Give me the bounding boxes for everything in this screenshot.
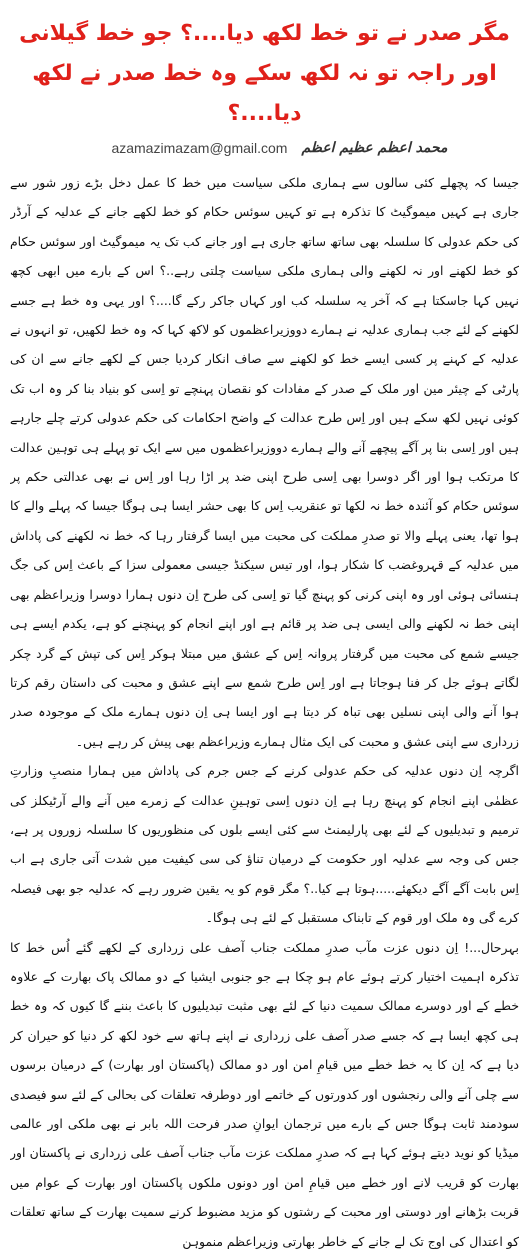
byline	[40, 140, 519, 156]
author-name: محمد اعظم عظیم اعظم	[301, 140, 448, 156]
article-headline: مگر صدر نے تو خط لکھ دیا....؟ جو خط گیلانی اور راجہ تو نہ لکھ سکے وہ خط صدر نے لکھ دیا....؟	[19, 21, 510, 126]
article-paragraph: اگرچہ اِن دنوں عدلیہ کی حکم عدولی کرنے کے جس جرم کی پاداش میں ہمارا منصبِ وزارتِ عظمٰی اپنے انجام کو پہنچ رہا ہے اِن دنوں اِسی توہینِ عدالت کے زمرے میں آنے والے آرٹیکلز کی ترمیم و تبدیلیوں کے لئے بھی پارلیمنٹ سے کئی ایسے بلوں کی منظوریوں کا سلسلہ زوروں پر ہے، جس کی وجہ سے عدلیہ اور حکومت کے درمیان تناؤ کی سی کیفیت میں شدت آتی جاری ہے اب اِس بابت آگے آگے دیکھئے.....ہوتا ہے کیا..؟ مگر قوم کو یہ یقین ضرور رہے کہ عدلیہ جو بھی فیصلہ کرے گی وہ ملک اور قوم کے تابناک مستقبل کے لئے ہی ہوگا۔	[10, 763, 519, 926]
article-paragraph: جیسا کہ پچھلے کئی سالوں سے ہماری ملکی سیاست میں خط کا عمل دخل بڑے زور شور سے جاری ہے کہیں میموگیٹ کا تذکرہ ہے تو کہیں سوئس حکام کو خط لکھے جانے کے عدلیہ کے آرڈر کی حکم عدولی کا سلسلہ بھی ساتھ ساتھ جاری ہے اور جانے کب تک یہ میموگیٹ اور سوئس حکام کو خط لکھنے اور نہ لکھنے والی ہماری ملکی سیاست چلتی رہے..؟ اس کے بارے میں ابھی کچھ نہیں کہا جاسکتا ہے کہ آخر یہ سلسلہ کب اور کہاں جاکر رکے گا....؟ اور یہی وہ خط ہے جسے لکھنے کے لئے جب ہماری عدلیہ نے ہمارے دووزیراعظموں کو لاکھ کہا کہ وہ خط لکھیں، تو انہوں نے عدلیہ کے کہنے پر کسی ایسے خط کو لکھنے سے صاف انکار کردیا جس کے لکھے جانے سے ان کی پارٹی کے چیئر مین اور ملک کے صدر کے مفادات کو نقصان پہنچے تو اِسی کو بنیاد بنا کر وہ اب تک کوئی نہیں لکھ سکے ہیں اور اِس طرح عدالت کے واضح احکامات کی حکم عدولی کرتے چلے جارہے ہیں اور اِسی بنا پر آگے پیچھے آنے والے ہمارے دووزیراعظموں میں سے ایک تو پہلے ہی توہین عدالت کا مرتکب ہوا اور اگر دوسرا بھی اِسی طرح اپنی ضد پر اڑا رہا اور اِس نے بھی عدالتی حکم پر سوئس حکام کو آئندہ خط نہ لکھا تو عنقریب اِس کا بھی حشر ایسا ہی ہوگا جیسا کہ پہلے والے کا ہوا تھا، یعنی پہلے والا تو صدرِ مملکت کی محبت میں ایسا گرفتار رہا کہ خط نہ لکھنے کی پاداش میں عدلیہ کے قہروغضب کا شکار ہوا، اور تیس سیکنڈ جیسی معمولی سزا کے باعث اِس کی جگ ہنسائی ہوئی اور وہ اپنی کرنی کو پہنچ گیا تو اِسی کی طرح اِن دنوں ہمارا دوسرا وزیراعظم بھی اپنی خط نہ لکھنے والی ایسی ہی ضد پر قائم ہے اور اپنے انجام کو پہنچنے کو ہے، یکدم ایسے ہی جیسے شمع کی محبت میں گرفتار پروانہ اِس کے عشق میں مبتلا ہوکر اِس کی تپش کے گرد چکر لگاتے ہوئے جل کر فنا ہوجاتا ہے اور اِس طرح شمع سے اپنے عشق و محبت کی داستان رقم کرتا ہوا آنے والی اپنی نسلیں بھی تباہ کر دیتا ہے اور ایسا ہی اِن دنوں ہمارے ملک کے موجودہ صدر زرداری سے اپنی عشق و محبت کی ایک مثال ہمارے وزیراعظم بھی پیش کر رہے ہیں۔	[10, 175, 519, 749]
article-paragraph: بہرحال...! اِن دنوں عزت مآب صدرِ مملکت جناب آصف علی زرداری کے لکھے گئے اُس خط کا تذکرہ اہمیت اختیار کرتے ہوئے عام ہو چکا ہے جو جنوبی ایشیا کے دو ممالک پاک بھارت کے علاوہ خطے کے اور دوسرے ممالک سمیت دنیا کے لئے بھی مثبت تبدیلیوں کا باعث بننے گا کیوں کہ وہ خط ہی کچھ ایسا ہے کہ جسے صدر آصف علی زرداری نے اپنے ہاتھ سے خود لکھ کر دنیا کو حیران کر دیا ہے کہ اِن کا یہ خط خطے میں قیامِ امن اور دو ممالک (پاکستان اور بھارت) کے درمیان برسوں سے چلی آنے والی رنجشوں اور کدورتوں کے خاتمے اور دوطرفہ تعلقات کی بحالی کے لئے سو فیصدی سودمند ثابت ہوگا جس کے بارے میں ترجمان ایوانِ صدر فرحت اللہ بابر نے بھی ملکی اور عالمی میڈیا کو نوید دیتے ہوئے کہا ہے کہ صدرِ مملکت عزت مآب جناب آصف علی زرداری نے پاکستان اور بھارت کو قریب لانے اور خطے میں قیامِ امن اور دونوں ملکوں پاکستان اور بھارت کے عوام میں قربت بڑھانے اور دوستی اور محبت کے رشتوں کو مزید مضبوط کرنے سمیت بھارت کے ساتھ تعلقات کو اعتدال کی اوج تک لے جانے کے خاطر بھارتی وزیراعظم منموہن	[10, 939, 519, 1249]
author-email[interactable]: azamazimazam@gmail.com	[111, 140, 288, 156]
article-body	[10, 168, 519, 1254]
